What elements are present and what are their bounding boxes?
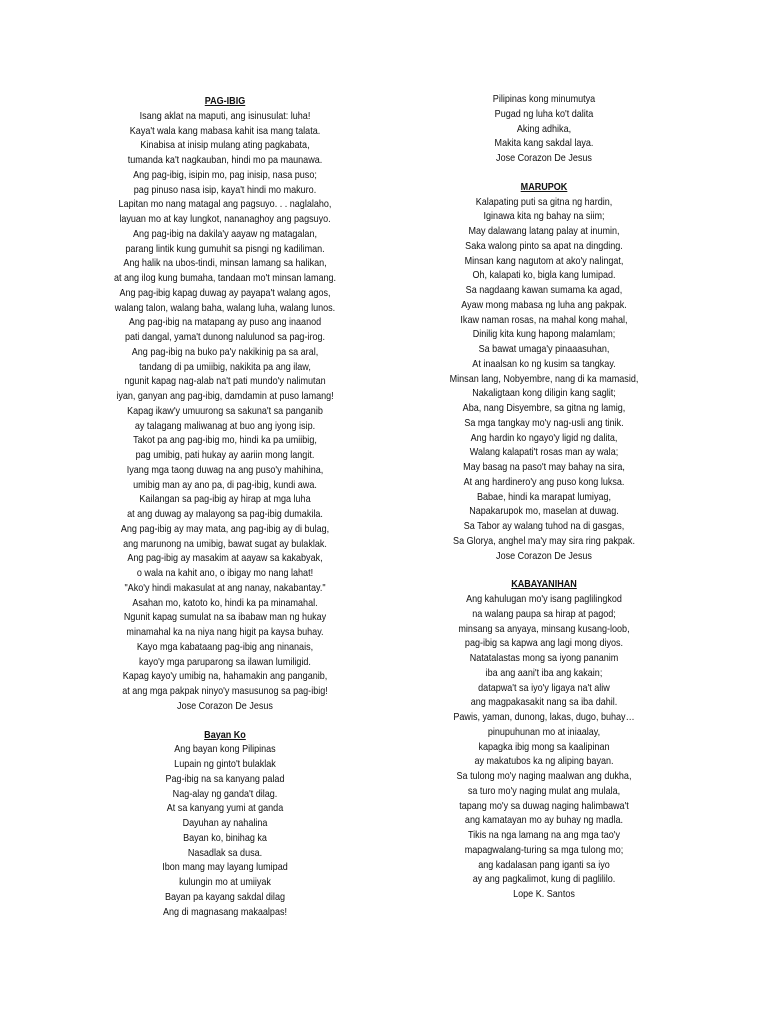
poem-line: at ang ilog kung bumaha, tandaan mo't minsan lamang. [113,272,337,284]
poem-line: Aba, nang Disyembre, sa gitna ng lamig, [462,402,626,414]
poem-line: pag pinuso nasa isip, kaya't hindi mo makuro. [133,183,317,196]
poem-line: at ang mga pakpak ninyo'y masusunog sa pag-ibig! [122,685,328,697]
poem-line: pati dangal, yama't dunong nalulunod sa pag-irog. [124,331,326,343]
poem-line: Pag-ibig na sa kanyang palad [165,772,285,785]
poem-line: Saka walong pinto sa apat na dingding. [465,239,623,252]
poem-line: Sa bawat umaga'y pinaaasuhan, [478,343,610,355]
poem-line: minsang sa anyaya, minsang kusang-loob, [458,622,630,635]
poem-line: At ang hardinero'y ang puso kong luksa. [463,475,625,488]
poem-pag-ibig-lines [80,109,370,714]
poem-line: ang marunong na umibig, bawat sugat ay bulaklak. [123,537,327,550]
poem-line: Lapitan mo nang matagal ang pagsuyo. . . naglalaho, [118,198,332,211]
poem-line: Dinilig kita kung hapong malamlam; [472,328,616,341]
poem-line: iba ang aani't iba ang kakain; [485,666,603,679]
poem-line: iyan, ganyan ang pag-ibig, damdamin at puso lamang! [116,390,334,402]
poem-line: Ang pag-ibig na matapang ay puso ang inaanod [128,316,322,329]
poem-line: Sa tulong mo'y naging maalwan ang dukha, [456,770,632,782]
poem-marupok-lines [400,195,688,564]
poem-line: mapagwalang-turing sa mga tulong mo; [464,843,624,856]
poem-line: Napakarupok mo, maselan at duwag. [469,505,619,518]
poem-line: Asahan mo, katoto ko, hindi ka pa minamahal. [132,596,318,609]
poem-line: Kaya't wala kang mabasa kahit isa mang talata. [129,124,321,137]
poem-line: ngunit kapag nag-alab na't pati mundo'y nalimutan [124,375,326,388]
poem-line: Sa mga tangkay mo'y nag-usli ang tinik. [464,416,624,429]
poem-line: Lope K. Santos [513,888,575,900]
poem-line: layuan mo at kay lungkot, nananaghoy ang pagsuyo. [119,213,331,225]
poem-line: Babae, hindi ka marapat lumiyag, [476,490,612,503]
poem-title-pag-ibig: PAG-IBIG [204,95,246,107]
poem-line: na walang paupa sa hirap at pagod; [472,607,616,620]
poem-line: May dalawang latang palay at inumin, [468,225,620,237]
poem-line: parang lintik kung gumuhit sa pisngi ng kadiliman. [125,242,325,255]
poem-line: Pugad ng luha ko't dalita [494,107,594,120]
poem-line: ang magpakasakit nang sa iba dahil. [470,696,618,709]
poem-line: Kalapating puti sa gitna ng hardin, [475,195,613,208]
poem-line: Ngunit kapag sumulat na sa ibabaw man ng hukay [123,611,327,624]
poem-line: Kailangan sa pag-ibig ay hirap at mga luha [139,493,311,506]
poem-line: Jose Corazon De Jesus [177,699,273,712]
poem-title-kabayanihan: KABAYANIHAN [511,578,577,591]
poem-line: pinupuhunan mo at iniaalay, [487,725,601,738]
poem-line: ang kadalasan pang iganti sa iyo [478,858,610,871]
right-column [400,92,688,902]
poem-line: Iyang mga taong duwag na ang puso'y mahihina, [126,463,324,476]
poem-line: Sa nagdaang kawan sumama ka agad, [465,284,623,296]
poem-title-bayan-ko: Bayan Ko [204,728,246,741]
poem-line: Tikis na nga lamang na ang mga tao'y [467,829,620,841]
poem-line: Minsan lang, Nobyembre, nang di ka mamasid, [449,372,639,385]
poem-bayan-ko-continued-lines [400,92,688,166]
poem-line: Makita kang sakdal laya. [494,137,594,150]
poem-line: Ang pag-ibig, isipin mo, pag inisip, nasa puso; [133,168,317,181]
poem-line: Sa Tabor ay walang tuhod na di gasgas, [463,520,625,532]
poem-line: Ang pag-ibig na dakila'y aayaw ng matagalan, [133,227,317,240]
poem-line: umibig man ay ano pa, di pag-ibig, kundi awa. [133,478,317,491]
poem-line: Iginawa kita ng bahay na siim; [483,210,605,223]
poem-line: Ang pag-ibig kapag duwag ay payapa't walang agos, [119,286,331,299]
poem-line: At inaalsan ko ng kusim sa tangkay. [472,357,616,370]
poem-line: pag umibig, pati hukay ay aariin mong langit. [135,449,315,461]
poem-line: ang kamatayan mo ay buhay ng madla. [464,814,624,827]
poem-line: Sa Glorya, anghel ma'y may sira ring pakpak. [453,534,635,547]
poem-line: Dayuhan ay nahalina [182,817,268,829]
poem-line: Aking adhika, [516,122,572,135]
poem-line: Jose Corazon De Jesus [496,152,592,164]
poem-line: kulungin mo at umiiyak [179,876,271,888]
poem-line: tumanda ka't nagkauban, hindi mo pa maunawa. [127,154,323,166]
poem-line: Lupain ng ginto't bulaklak [174,758,276,770]
poem-line: At sa kanyang yumi at ganda [166,802,284,815]
poem-title-marupok: MARUPOK [520,180,568,193]
poem-line: ay makatubos ka ng aliping bayan. [474,755,614,768]
poem-line: Ang kahulugan mo'y isang paglilingkod [466,593,622,605]
poem-line: minamahal ka na niya nang higit pa kaysa buhay. [126,626,324,638]
poem-line: sa turo mo'y naging mulat ang mulala, [467,784,621,797]
poem-line: Ang hardin ko ngayo'y ligid ng dalita, [470,431,618,444]
poem-line: Ang pag-ibig na buko pa'y nakikinig pa sa aral, [131,345,319,358]
poem-line: datapwa't sa iyo'y ligaya na't aliw [478,681,610,694]
poem-line: Pawis, yaman, dunong, lakas, dugo, buhay… [453,711,635,723]
poem-line: Ang halik na ubos-tindi, minsan lamang sa halikan, [123,257,327,270]
poem-line: kayo'y mga paruparong sa ilawan lumiligid. [139,655,311,668]
poem-line: Takot pa ang pag-ibig mo, hindi ka pa umiibig, [133,434,317,447]
poem-line: Kapag kayo'y umibig na, hahamakin ang panganib, [122,670,328,683]
poem-line: tandang di pa umiibig, nakikita pa ang ilaw, [139,360,311,373]
spacer [80,714,370,728]
poem-line: ay talagang maliwanag at buo ang iyong isip. [134,419,316,432]
poem-line: pag-ibig sa kapwa ang lagi mong diyos. [464,637,624,650]
poem-line: Jose Corazon De Jesus [496,549,592,562]
poem-line: Ang bayan kong Pilipinas [174,743,276,756]
poem-line: kapagka ibig mong sa kaalipinan [478,740,610,753]
poem-line: Nasadlak sa dusa. [187,846,263,859]
poem-line: Natatalastas mong sa iyong pananim [469,652,619,664]
poem-line: o wala na kahit ano, o ibigay mo nang lahat! [136,567,314,579]
poem-line: Minsan kang nagutom at ako'y nalingat, [464,254,624,267]
poem-line: Bayan ko, binihag ka [183,831,267,844]
poem-line: at ang duwag ay malayong sa pag-ibig dumakila. [127,508,323,520]
poem-line: Kayo mga kabataang pag-ibig ang ninanais, [136,640,314,653]
poem-line: Nag-alay ng ganda't dilag. [172,787,278,800]
poem-line: Walang kalapati't rosas man ay wala; [469,446,619,459]
poem-line: Ang pag-ibig ay may mata, ang pag-ibig ay di bulag, [120,522,330,535]
poem-line: Ang pag-ibig ay masakim at aayaw sa kakabyak, [127,552,323,565]
poem-line: Kapag ikaw'y umuurong sa sakuna't sa panganib [127,404,323,417]
poem-line: Bayan pa kayang sakdal dilag [165,890,285,903]
poem-line: Ang di magnasang makaalpas! [162,905,288,918]
poem-line: ay ang pagkalimot, kung di paglililo. [472,873,616,886]
poem-line: Pilipinas kong minumutya [492,93,596,105]
left-column [80,94,370,919]
poem-line: "Ako'y hindi makasulat at ang nanay, nakabantay." [124,581,326,594]
poem-line: walang talon, walang baha, walang luha, walang lunos. [114,301,336,314]
poem-kabayanihan-lines [400,592,688,902]
poem-line: Ayaw mong mabasa ng luha ang pakpak. [461,298,627,311]
poem-line: tapang mo'y sa duwag naging halimbawa't [459,799,629,812]
poem-line: Oh, kalapati ko, bigla kang lumipad. [472,269,616,282]
poem-line: Ibon mang may layang lumipad [162,861,288,874]
poem-line: May basag na paso't may bahay na sira, [463,461,625,473]
poem-line: Nakaligtaan kong diligin kang saglit; [472,387,616,400]
poem-line: Ikaw naman rosas, na mahal kong mahal, [460,313,628,326]
poem-bayan-ko-lines [80,742,370,919]
spacer [400,166,688,180]
poem-line: Kinabisa at inisip mulang ating pagkabata, [140,139,310,152]
spacer [400,563,688,577]
poem-line: Isang aklat na maputi, ang isinusulat: luha! [139,109,311,122]
